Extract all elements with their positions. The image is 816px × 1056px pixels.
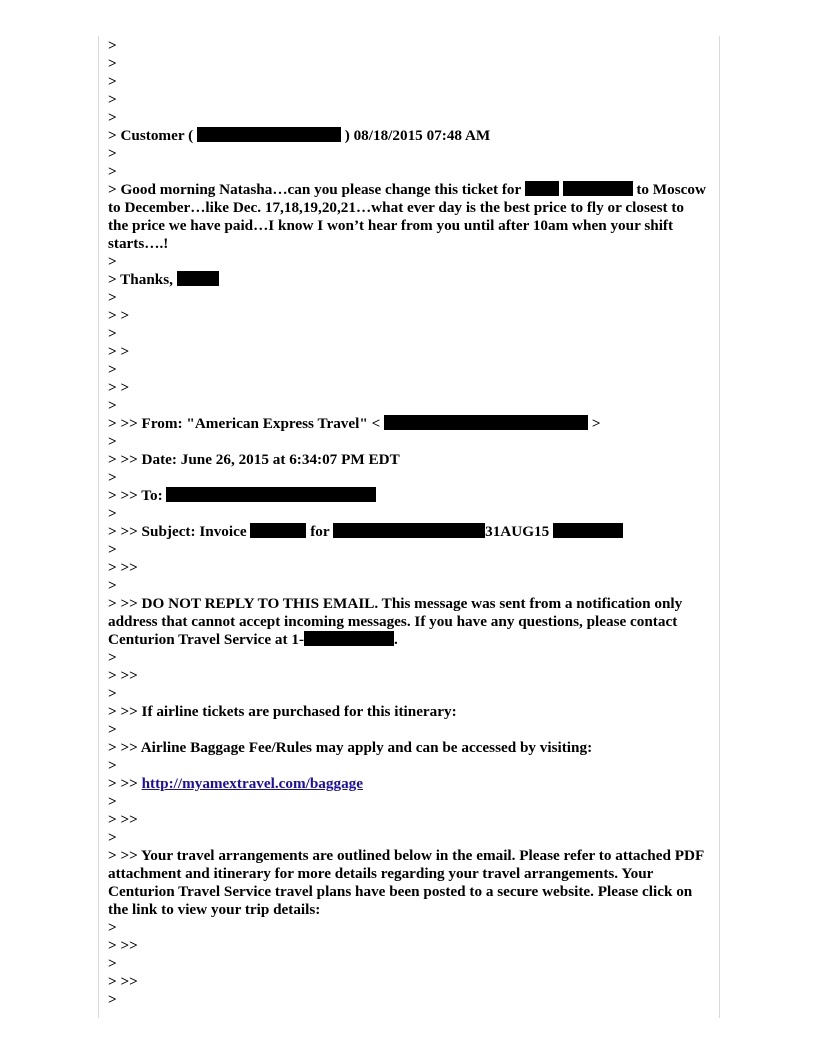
quote-line: >: [108, 325, 117, 342]
quote-line: >: [108, 109, 117, 126]
from-prefix: > >> From: "American Express Travel" <: [108, 415, 381, 432]
quote-line: > >: [108, 379, 130, 396]
to-prefix: > >> To:: [108, 487, 163, 504]
quote-line: >: [108, 919, 117, 936]
quote-line: >: [108, 73, 117, 90]
page-border-right: [719, 36, 720, 1018]
quote-line: >: [108, 649, 117, 666]
redaction-box: [197, 127, 341, 142]
quote-line: >: [108, 361, 117, 378]
quote-line: >: [108, 253, 117, 270]
notice-end: .: [394, 631, 398, 648]
quote-line: >: [108, 289, 117, 306]
redaction-box: [384, 415, 588, 430]
quote-line: > >>: [108, 937, 138, 954]
thanks-line: [108, 271, 708, 289]
redaction-box: [553, 523, 623, 538]
quote-line: >: [108, 397, 117, 414]
customer-prefix: > Customer (: [108, 127, 194, 144]
notice-text: > >> DO NOT REPLY TO THIS EMAIL. This message was sent from a notification only address that cannot accept incoming messages. If you have any questions, please contact Centurion Travel Service at 1-: [108, 595, 683, 648]
quote-line: > >>: [108, 667, 138, 684]
quote-line: > >: [108, 343, 130, 360]
page-border-left: [98, 36, 99, 1018]
email-body: [108, 37, 708, 1009]
baggage-link[interactable]: http://myamextravel.com/baggage: [141, 775, 363, 792]
customer-header: [108, 127, 708, 145]
quote-line: > >>: [108, 973, 138, 990]
quote-line: >: [108, 757, 117, 774]
notice-paragraph: [108, 595, 708, 649]
link-prefix: > >>: [108, 775, 138, 792]
quote-line: >: [108, 163, 117, 180]
quote-line: >: [108, 829, 117, 846]
customer-message: [108, 181, 708, 253]
redaction-box: [563, 181, 633, 196]
quote-line: >: [108, 955, 117, 972]
quote-line: >: [108, 721, 117, 738]
quote-line: >: [108, 793, 117, 810]
quote-line: >: [108, 91, 117, 108]
customer-suffix: ) 08/18/2015 07:48 AM: [344, 127, 491, 144]
from-suffix: >: [591, 415, 601, 432]
message-part1: > Good morning Natasha…can you please change this ticket for: [108, 181, 521, 198]
date-line: > >> Date: June 26, 2015 at 6:34:07 PM EDT: [108, 451, 400, 468]
redaction-box: [177, 271, 219, 286]
quote-line: >: [108, 685, 117, 702]
message-part2: to Moscow to December…like Dec. 17,18,19,20,21…what ever day is the best price to fly or closest to the price we have paid…I know I won’t hear from you until after 10am when your shift starts….!: [108, 181, 706, 252]
arrangements-paragraph: > >> Your travel arrangements are outlined below in the email. Please refer to attached PDF attachment and itinerary for more details regarding your travel arrangements. Your Centurion Travel Service travel plans have been posted to a secure website. Please click on the link to view your trip details:: [108, 847, 704, 918]
link-line: [108, 775, 708, 793]
redaction-box: [525, 181, 559, 196]
subject-prefix: > >> Subject: Invoice: [108, 523, 247, 540]
redaction-box: [333, 523, 485, 538]
quote-line: > >>: [108, 811, 138, 828]
redaction-box: [166, 487, 376, 502]
subject-code: 31AUG15: [485, 523, 550, 540]
quote-line: >: [108, 541, 117, 558]
baggage-line: > >> Airline Baggage Fee/Rules may apply and can be accessed by visiting:: [108, 739, 593, 756]
airline-line: > >> If airline tickets are purchased for this itinerary:: [108, 703, 457, 720]
quote-line: >: [108, 577, 117, 594]
quote-line: > >: [108, 307, 130, 324]
quote-line: >: [108, 145, 117, 162]
quote-line: >: [108, 991, 117, 1008]
to-line: [108, 487, 708, 505]
quote-line: > >>: [108, 559, 138, 576]
subject-mid: for: [310, 523, 330, 540]
thanks-text: > Thanks,: [108, 271, 173, 288]
quote-line: >: [108, 505, 117, 522]
quote-line: >: [108, 433, 117, 450]
quote-line: >: [108, 37, 117, 54]
quote-line: >: [108, 55, 117, 72]
subject-line: [108, 523, 708, 541]
redaction-box: [304, 631, 394, 646]
from-line: [108, 415, 708, 433]
quote-line: >: [108, 469, 117, 486]
redaction-box: [250, 523, 306, 538]
